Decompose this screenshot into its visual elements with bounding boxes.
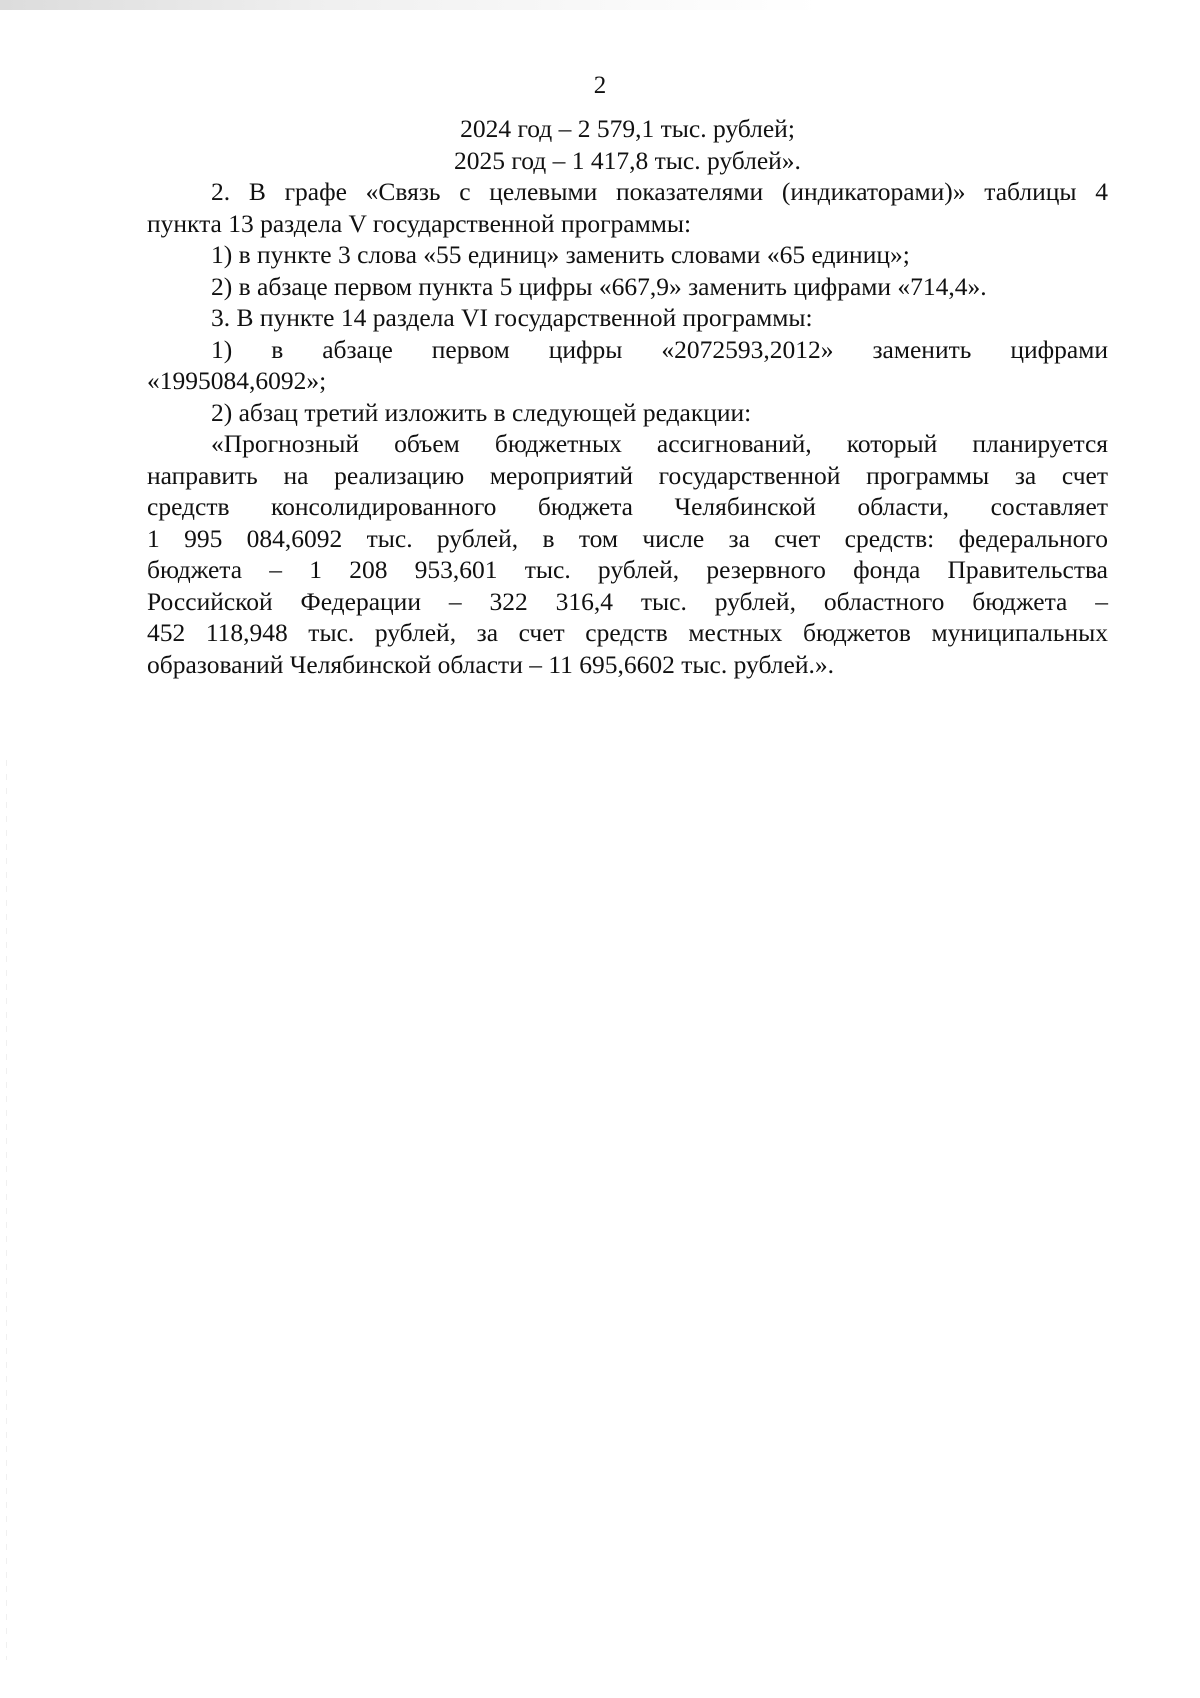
quoted-paragraph-line-1: «Прогнозный объем бюджетных ассигнований, который планируется [211,429,1108,458]
budget-line-2024: 2024 год – 2 579,1 тыс. рублей; [460,114,795,143]
scan-edge-top [0,0,820,10]
quoted-paragraph-line-3: средств консолидированного бюджета Челябинской области, составляет [147,492,1108,521]
paragraph-2-line-1: 2. В графе «Связь с целевыми показателями (индикаторами)» таблицы 4 [211,177,1108,206]
budget-line-2025: 2025 год – 1 417,8 тыс. рублей». [454,145,801,175]
quoted-paragraph-line-2: направить на реализацию мероприятий государственной программы за счет [147,460,1108,490]
paragraph-3-subitem-1-line-1: 1) в абзаце первом цифры «2072593,2012» заменить цифрами [211,334,1108,364]
page-number: 2 [593,72,607,99]
paragraph-3-subitem-1-line-2: «1995084,6092»; [147,366,327,395]
document-body [147,113,1108,680]
quoted-paragraph-line-8: образований Челябинской области – 11 695,6602 тыс. рублей.». [147,649,834,679]
subitem-2-point-5: 2) в абзаце первом пункта 5 цифры «667,9» заменить цифрами «714,4». [211,271,987,301]
quoted-paragraph-line-7: 452 118,948 тыс. рублей, за счет средств местных бюджетов муниципальных [147,618,1108,647]
quoted-paragraph-line-4: 1 995 084,6092 тыс. рублей, в том числе за счет средств: федерального [147,523,1108,553]
paragraph-2-line-2: пункта 13 раздела V государственной программы: [147,208,692,238]
subitem-1-point-3: 1) в пункте 3 слова «55 единиц» заменить словами «65 единиц»; [211,240,910,269]
scan-edge-left [6,760,7,1660]
quoted-paragraph-line-6: Российской Федерации – 322 316,4 тыс. рублей, областного бюджета – [147,586,1108,616]
paragraph-3-heading: 3. В пункте 14 раздела VI государственной программы: [211,303,813,332]
quoted-paragraph-line-5: бюджета – 1 208 953,601 тыс. рублей, резервного фонда Правительства [147,555,1108,584]
paragraph-3-subitem-2: 2) абзац третий изложить в следующей редакции: [211,397,752,427]
